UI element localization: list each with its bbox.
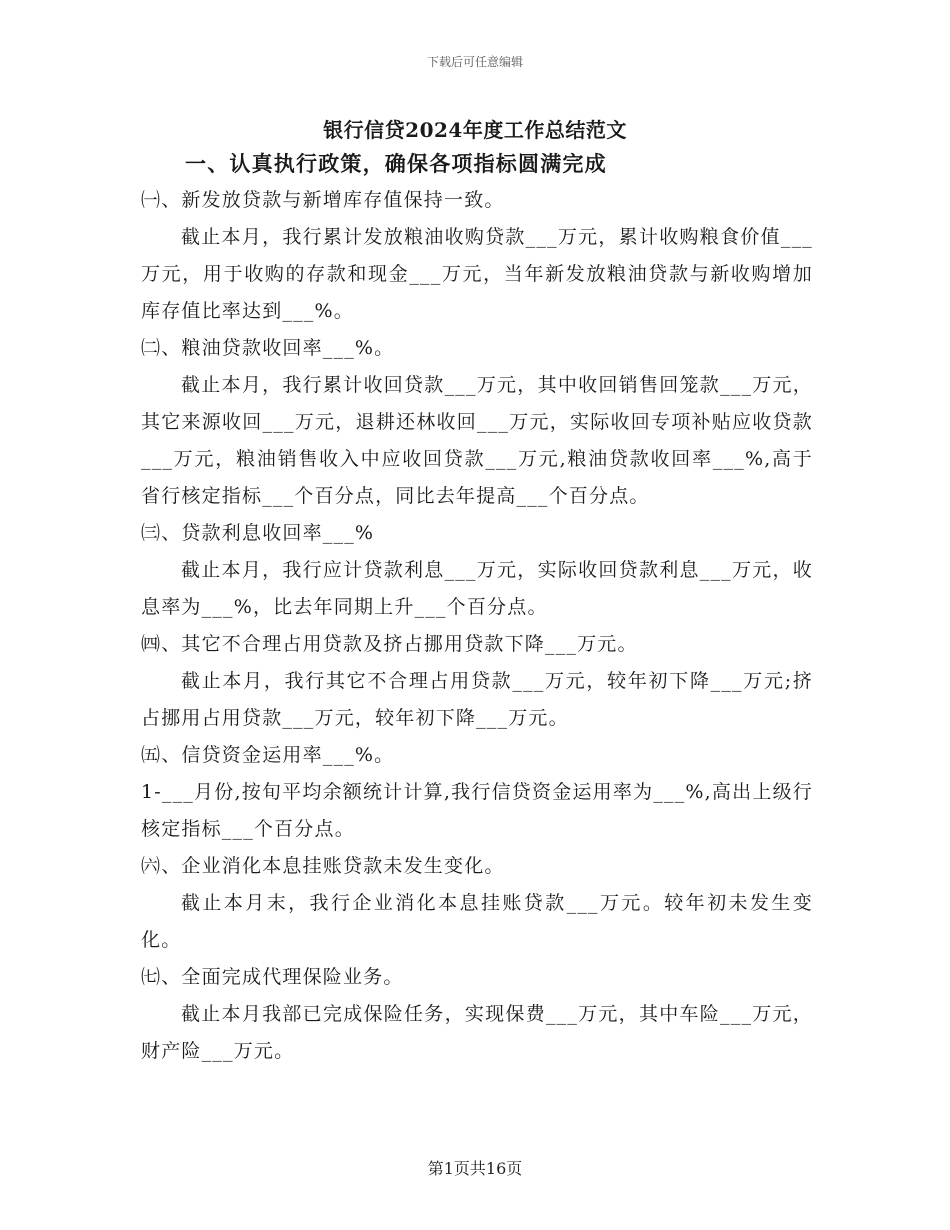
item-heading-3: ㈢、贷款利息收回率___% [141, 522, 375, 544]
paragraph-2: 截止本月，我行累计收回贷款___万元，其中收回销售回笼款___万元，其它来源收回___万元，退耕还林收回___万元，实际收回专项补贴应收贷款___万元，粮油销售收入中应收回贷款___万元,粮油贷款收回率___%,高于省行核定指标___个百分点，同比去年提高___个百分点。 [141, 374, 813, 507]
paragraph-6: 截止本月末，我行企业消化本息挂账贷款___万元。较年初未发生变化。 [141, 892, 813, 951]
page-number-footer: 第1页共16页 [427, 1159, 523, 1178]
item-heading-6: ㈥、企业消化本息挂账贷款未发生变化。 [141, 855, 505, 877]
paragraph-7: 截止本月我部已完成保险任务，实现保费___万元，其中车险___万元，财产险___万元。 [141, 1003, 813, 1062]
page-header-note: 下载后可任意编辑 [426, 55, 523, 69]
paragraph-3: 截止本月，我行应计贷款利息___万元，实际收回贷款利息___万元，收息率为___%，比去年同期上升___个百分点。 [141, 559, 813, 618]
item-heading-5: ㈤、信贷资金运用率___%。 [141, 744, 395, 766]
document-body [141, 146, 813, 1070]
section-heading-1: 一、认真执行政策，确保各项指标圆满完成 [185, 151, 607, 176]
document-title: 银行信贷2024年度工作总结范文 [323, 118, 627, 142]
item-heading-2: ㈡、粮油贷款收回率___%。 [141, 337, 395, 359]
item-heading-4: ㈣、其它不合理占用贷款及挤占挪用贷款下降___万元。 [141, 633, 638, 655]
item-heading-1: ㈠、新发放贷款与新增库存值保持一致。 [141, 189, 505, 211]
paragraph-4: 截止本月，我行其它不合理占用贷款___万元，较年初下降___万元;挤占挪用占用贷款___万元，较年初下降___万元。 [141, 670, 813, 729]
paragraph-5: 1-___月份,按旬平均余额统计计算,我行信贷资金运用率为___%,高出上级行核定指标___个百分点。 [141, 781, 813, 840]
paragraph-1: 截止本月，我行累计发放粮油收购贷款___万元，累计收购粮食价值___万元，用于收购的存款和现金___万元，当年新发放粮油贷款与新收购增加库存值比率达到___%。 [141, 226, 813, 322]
item-heading-7: ㈦、全面完成代理保险业务。 [141, 966, 404, 988]
